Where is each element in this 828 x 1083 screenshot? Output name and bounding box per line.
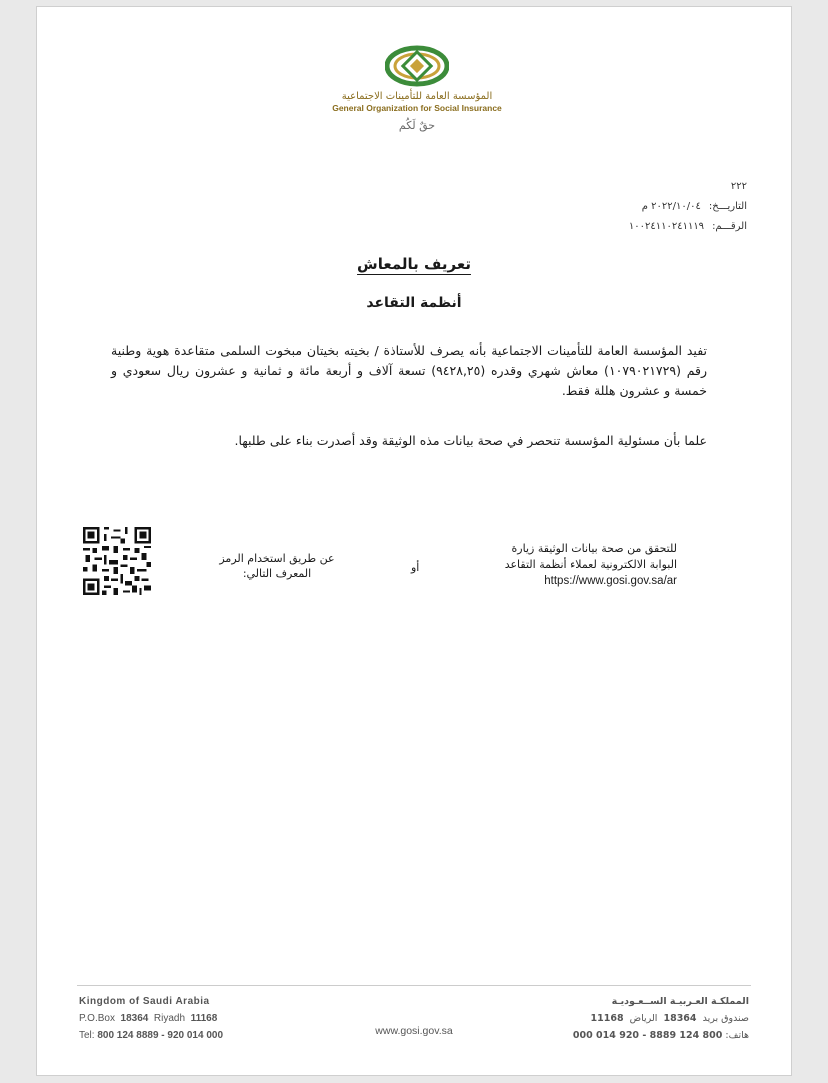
document-body: تفيد المؤسسة العامة للتأمينات الاجتماعية بأنه يصرف للأستاذة / بخيته بخيتان مبخوت السلمى متقاعدة هوية وطنية رقم (١٠٧٩٠٢١٧٢٩) معاش شهري وقدره (٩٤٢٨,٢٥) تسعة آلاف و أربعة مائة و ثمانية و عشرون ريال سعودي و خمسة و عشرون هللة فقط. (111, 343, 708, 398)
document-note: علما بأن مسئولية المؤسسة تنحصر في صحة بيانات مذه الوثيقة وقد أصدرت بناء على طلبها. (234, 433, 707, 448)
date-label: التاريـــخ: (708, 201, 747, 212)
document-meta (629, 177, 747, 237)
meta-date-row (629, 197, 747, 217)
tel-label-en: Tel: (79, 1030, 95, 1041)
footer-website[interactable]: www.gosi.gov.sa (375, 1025, 453, 1037)
document-title-text: تعريف بالمعاش (357, 255, 471, 273)
footer-country-en: Kingdom of Saudi Arabia (79, 996, 210, 1007)
date-value: ٢٠٢٢/١٠/٠٤ م (641, 201, 701, 212)
zip-en: 11168 (190, 1013, 218, 1024)
meta-code: ٢٢٢ (730, 181, 747, 192)
tel-label-ar: هاتف: (725, 1030, 749, 1041)
verification-line-1: للتحقق من صحة بيانات الوثيقة زيارة (511, 542, 677, 555)
tel-value-en: 800 124 8889 - 920 014 000 (97, 1030, 224, 1041)
gosi-logo-icon (385, 43, 449, 89)
verification-or: أو (411, 561, 420, 574)
verification-url[interactable]: https://www.gosi.gov.sa/ar (544, 575, 677, 587)
org-name-arabic: المؤسسة العامة للتأمينات الاجتماعية (341, 91, 493, 102)
footer-pobox-ar (573, 1010, 749, 1027)
footer-divider (77, 985, 751, 986)
verification-portal (467, 541, 677, 589)
verification-section (37, 523, 791, 613)
qr-code-icon[interactable] (83, 527, 151, 595)
verification-qr-text (207, 551, 347, 581)
footer-tel-ar (573, 1027, 749, 1044)
qr-text-line-1: عن طريق استخدام الرمز (219, 552, 335, 565)
city-ar: الرياض (629, 1013, 658, 1024)
footer-address-arabic (573, 993, 749, 1044)
number-value: ١٠٠٢٤١١٠٢٤١١١٩ (628, 221, 705, 232)
zip-ar: 11168 (590, 1013, 624, 1024)
pobox-label-ar: صندوق بريد (702, 1013, 749, 1024)
meta-number-row (629, 217, 747, 237)
pobox-label-en: P.O.Box (79, 1013, 115, 1024)
slogan: حقٌ لَكُم (398, 119, 436, 132)
document-title (37, 255, 791, 273)
verification-line-2: البوابة الالكترونية لعملاء أنظمة التقاعد (504, 558, 677, 571)
pobox-value-en: 18364 (120, 1013, 149, 1024)
pobox-value-ar: 18364 (663, 1013, 697, 1024)
city-en: Riyadh (153, 1013, 186, 1024)
qr-text-line-2: المعرف التالي: (242, 567, 312, 580)
letterhead (317, 43, 517, 132)
document-page (36, 6, 792, 1076)
footer-country-ar: المملكـة العـربيـة الســعـوديـة (611, 996, 749, 1007)
org-name-english: General Organization for Social Insurance (332, 103, 502, 113)
number-label: الرقـــم: (712, 221, 747, 232)
tel-value-ar: 800 124 8889 - 920 014 000 (572, 1030, 723, 1041)
document-subtitle: أنظمة التقاعد (366, 295, 462, 311)
